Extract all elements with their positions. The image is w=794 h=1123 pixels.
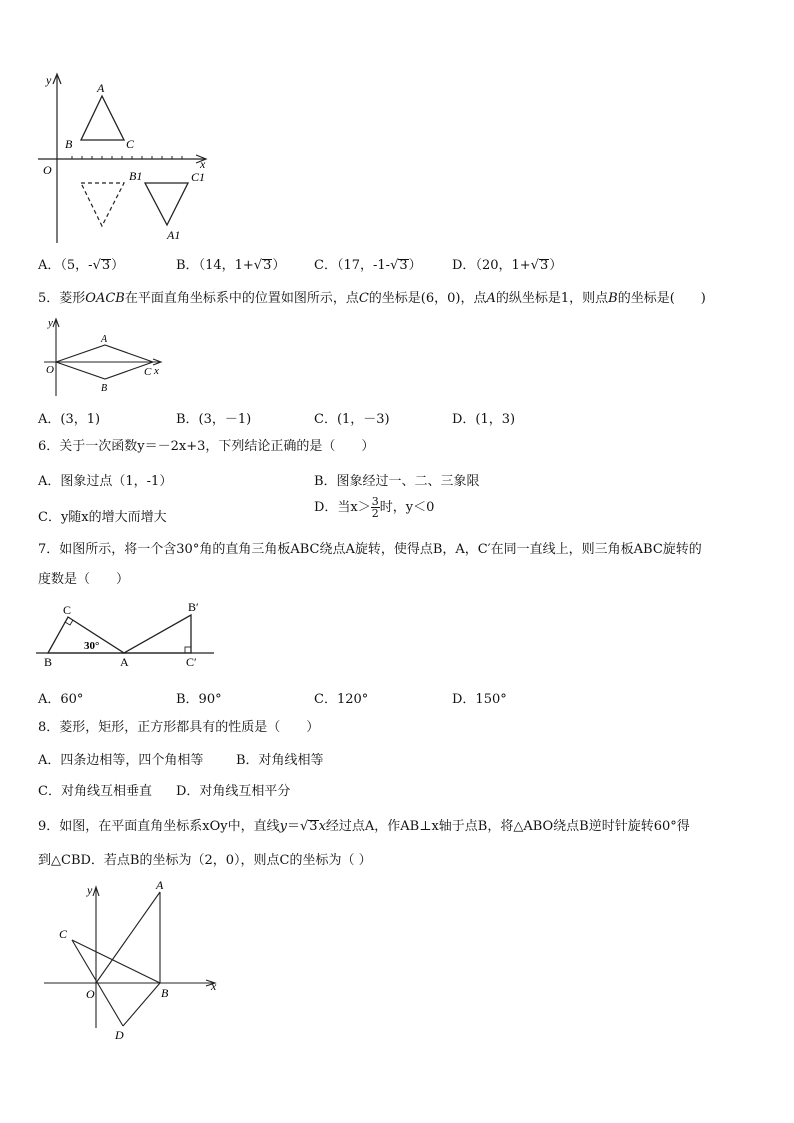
q7-label-c2: C′ [186,655,197,669]
q4-option-a[interactable]: A．（5，-√3） [38,258,125,273]
q5-option-a[interactable]: A．(3，1) [38,412,101,427]
q7-option-d[interactable]: D．150° [452,692,507,707]
q7-stem-line2: 度数是（ ） [38,572,130,587]
q8-option-a[interactable]: A．四条边相等，四个角相等 [38,753,204,768]
q5-stem: 5．菱形OACB在平面直角坐标系中的位置如图所示，点C的坐标是(6，0)，点A的纵坐标是1，则点B的坐标是( ) [38,291,706,306]
q7-figure [36,598,216,670]
q4-option-d[interactable]: D．（20，1+√3） [452,258,563,273]
q9-figure [40,880,220,1040]
q8-option-d[interactable]: D．对角线互相平分 [176,784,291,799]
q7-label-angle: 30° [84,640,100,652]
q5-label-c: C [144,366,152,378]
q5-figure [38,314,168,398]
q9-label-a: A [156,878,164,892]
q7-stem-line1: 7．如图所示，将一个含30°角的直角三角板ABC绕点A旋转，使得点B，A，C′在同一直线上，则三角板ABC旋转的 [38,542,702,557]
q5-option-d[interactable]: D．(1，3) [452,412,516,427]
q4-label-x: x [200,157,206,171]
q4-label-o: O [43,163,52,177]
q5-option-b[interactable]: B．(3，－1) [176,412,252,427]
q4-option-b[interactable]: B．（14，1+√3） [176,258,286,273]
q6-fraction: $\frac{3}{2}$ [371,495,379,520]
q5-option-c[interactable]: C．(1，－3) [314,412,390,427]
q7-label-a: A [120,655,129,669]
q6-option-d[interactable]: D．当x＞ $\frac{3}{2}$ 时，y＜0 [314,495,435,520]
q4-triangle-abc [81,96,124,140]
q4-label-b1: B1 [129,169,143,183]
q7-label-c: C [63,603,72,617]
q4-label-b: B [65,137,73,151]
q8-option-c[interactable]: C．对角线互相垂直 [38,784,152,799]
q6-option-a[interactable]: A．图象过点（1，-1） [38,474,173,489]
q4-label-a: A [97,81,105,95]
q4-figure [30,68,220,248]
q7-option-b[interactable]: B．90° [176,692,222,707]
q7-label-b2: B′ [188,600,199,614]
q5-label-x: x [154,365,159,377]
q9-stem-line1: 9．如图，在平面直角坐标系xOy中，直线y＝√3x经过点A，作AB⊥x轴于点B，将△ABO绕点B逆时针旋转60°得 [38,819,690,834]
q9-label-b: B [161,986,169,1000]
q9-label-y: y [87,883,93,897]
q7-option-a[interactable]: A．60° [38,692,84,707]
q9-line-oa [96,892,160,983]
q9-label-o: O [86,987,95,1001]
q9-label-x: x [211,979,217,993]
q9-line-db [123,983,160,1026]
q9-stem-line2: 到△CBD．若点B的坐标为（2，0），则点C的坐标为（ ） [38,853,372,868]
q4-label-c1: C1 [191,170,206,184]
q9-label-c: C [59,927,68,941]
q4-label-c: C [126,137,135,151]
q6-stem: 6．关于一次函数y＝－2x+3，下列结论正确的是（ ） [38,439,375,454]
q5-label-y: y [48,317,53,329]
q8-option-b[interactable]: B．对角线相等 [236,753,324,768]
q7-label-b: B [44,655,53,669]
q6-option-b[interactable]: B．图象经过一、二、三象限 [314,474,480,489]
q5-label-a: A [101,334,108,345]
q9-label-d: D [115,1028,124,1042]
q4-triangle-a1b1c1 [145,183,188,225]
q4-triangle-dashed [81,183,124,226]
q7-option-c[interactable]: C．120° [314,692,369,707]
q5-label-b: B [101,383,108,394]
q8-stem: 8．菱形，矩形，正方形都具有的性质是（ ） [38,720,320,735]
q4-label-y: y [46,73,52,87]
q7-triangle-ab2c2 [124,615,191,653]
q6-option-c[interactable]: C．y随x的增大而增大 [38,510,167,525]
q4-option-c[interactable]: C．（17，-1-√3） [314,258,422,273]
q4-label-a1: A1 [167,228,181,242]
q5-label-o: O [46,364,54,376]
